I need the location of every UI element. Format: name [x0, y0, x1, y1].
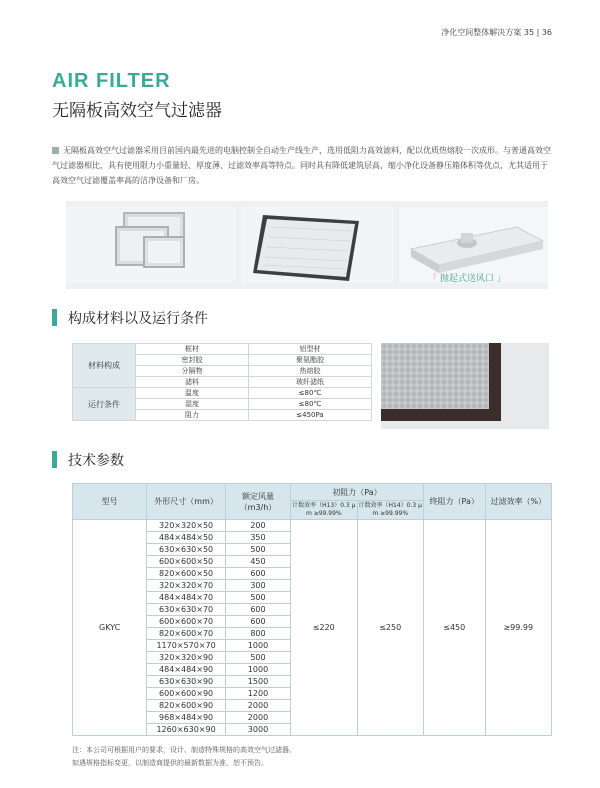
header-airflow: 额定风量（m3/h） [225, 484, 290, 520]
table-cell: ≤80℃ [249, 388, 372, 399]
table-cell: 温度 [136, 388, 249, 399]
group-label-conditions: 运行条件 [73, 388, 136, 421]
cell-airflow: 1500 [225, 676, 290, 688]
table-header-row [73, 484, 552, 501]
section-bar-materials [52, 309, 57, 326]
title-chinese: 无隔板高效空气过滤器 [52, 101, 222, 121]
footnote [72, 744, 296, 770]
cell-size: 968×484×90 [147, 712, 226, 724]
title-english: AIR FILTER [52, 70, 171, 92]
section-bar-tech [52, 451, 57, 468]
footnote-line: 如遇规格指标变更，以制造商提供的最新数据为准，恕不预告。 [72, 759, 268, 767]
intro-text: 无隔板高效空气过滤器采用目前国内最先进的电脑控制全自动生产线生产，选用低阻力高效滤料，配以优质热熔胶一次成形。与普通高效空气过滤器相比，具有使用限力小重量轻、厚度薄、过滤效率高等特点。同时具有降低建筑层高，缩小净化设备静压箱体积等优点，尤其适用于高效空气过滤覆盖率高的洁净设备和厂房。 [52, 146, 551, 185]
cell-airflow: 3000 [225, 724, 290, 736]
table-row [73, 520, 552, 532]
header-model: 型号 [73, 484, 147, 520]
table-cell: 分隔物 [136, 366, 249, 377]
photo-stacked-filters [66, 207, 236, 283]
table-cell: 滤料 [136, 377, 249, 388]
table-cell: 聚氨酯胶 [249, 355, 372, 366]
header-h13: 计数效率（H13）0.3 μ m ≥99.99% [291, 501, 357, 520]
table-cell: 铝型材 [249, 344, 372, 355]
materials-table [72, 343, 372, 421]
table-cell: ≤80℃ [249, 399, 372, 410]
page-header: 净化空间整体解决方案 35 | 36 [441, 28, 552, 37]
cell-size: 820×600×50 [147, 568, 226, 580]
cell-size: 1170×570×70 [147, 640, 226, 652]
cell-size: 320×320×90 [147, 652, 226, 664]
cell-airflow: 500 [225, 544, 290, 556]
diffuser-caption: 「 抛起式送风口 」 [428, 274, 506, 284]
cell-size: 1260×630×90 [147, 724, 226, 736]
cell-airflow: 350 [225, 532, 290, 544]
cell-efficiency: ≥99.99 [485, 520, 551, 736]
section-title-tech: 技术参数 [68, 453, 124, 469]
cell-size: 320×320×50 [147, 520, 226, 532]
cell-size: 630×630×70 [147, 604, 226, 616]
cell-airflow: 200 [225, 520, 290, 532]
cell-airflow: 800 [225, 628, 290, 640]
table-cell: 阻力 [136, 410, 249, 421]
cell-airflow: 2000 [225, 712, 290, 724]
footnote-line: 注：本公司可根据用户的要求，设计、制造特殊规格的高效空气过滤器。 [72, 746, 296, 754]
cell-size: 600×600×70 [147, 616, 226, 628]
cell-airflow: 300 [225, 580, 290, 592]
table-cell: 密封胶 [136, 355, 249, 366]
bullet-square-icon [52, 147, 59, 154]
cell-size: 600×600×50 [147, 556, 226, 568]
table-cell: 玻纤滤纸 [249, 377, 372, 388]
section-title-materials: 构成材料以及运行条件 [68, 311, 208, 327]
cell-airflow: 2000 [225, 700, 290, 712]
header-final-resistance: 终阻力（Pa） [423, 484, 485, 520]
cell-airflow: 1000 [225, 640, 290, 652]
cell-airflow: 450 [225, 556, 290, 568]
cell-size: 600×600×90 [147, 688, 226, 700]
cell-size: 484×484×50 [147, 532, 226, 544]
cell-h13: ≤220 [291, 520, 357, 736]
cell-airflow: 600 [225, 616, 290, 628]
header-size: 外形尺寸（mm） [147, 484, 226, 520]
cell-airflow: 500 [225, 592, 290, 604]
cell-airflow: 600 [225, 604, 290, 616]
cell-model: GKYC [73, 520, 147, 736]
header-efficiency: 过滤效率（%） [485, 484, 551, 520]
table-cell: 热熔胶 [249, 366, 372, 377]
cell-h14: ≤250 [357, 520, 423, 736]
cell-airflow: 1000 [225, 664, 290, 676]
header-initial-resistance: 初阻力（Pa） [291, 484, 424, 501]
cell-size: 320×320×70 [147, 580, 226, 592]
cell-size: 484×484×90 [147, 664, 226, 676]
cell-airflow: 500 [225, 652, 290, 664]
group-label-materials: 材料构成 [73, 344, 136, 388]
cell-size: 820×600×70 [147, 628, 226, 640]
cell-airflow: 1200 [225, 688, 290, 700]
photo-flat-filter [241, 207, 394, 283]
table-row [73, 344, 372, 355]
cell-size: 630×630×90 [147, 676, 226, 688]
tech-params-table [72, 483, 552, 736]
cell-size: 484×484×70 [147, 592, 226, 604]
table-cell: 框材 [136, 344, 249, 355]
table-cell: ≤450Pa [249, 410, 372, 421]
table-cell: 湿度 [136, 399, 249, 410]
cell-size: 820×600×90 [147, 700, 226, 712]
cell-final: ≤450 [423, 520, 485, 736]
cell-airflow: 600 [225, 568, 290, 580]
photo-filter-corner [381, 343, 549, 429]
cell-size: 630×630×50 [147, 544, 226, 556]
table-row [73, 388, 372, 399]
intro-paragraph [52, 143, 552, 188]
header-h14: 计数效率（H14）0.3 μ m ≥99.99% [357, 501, 423, 520]
